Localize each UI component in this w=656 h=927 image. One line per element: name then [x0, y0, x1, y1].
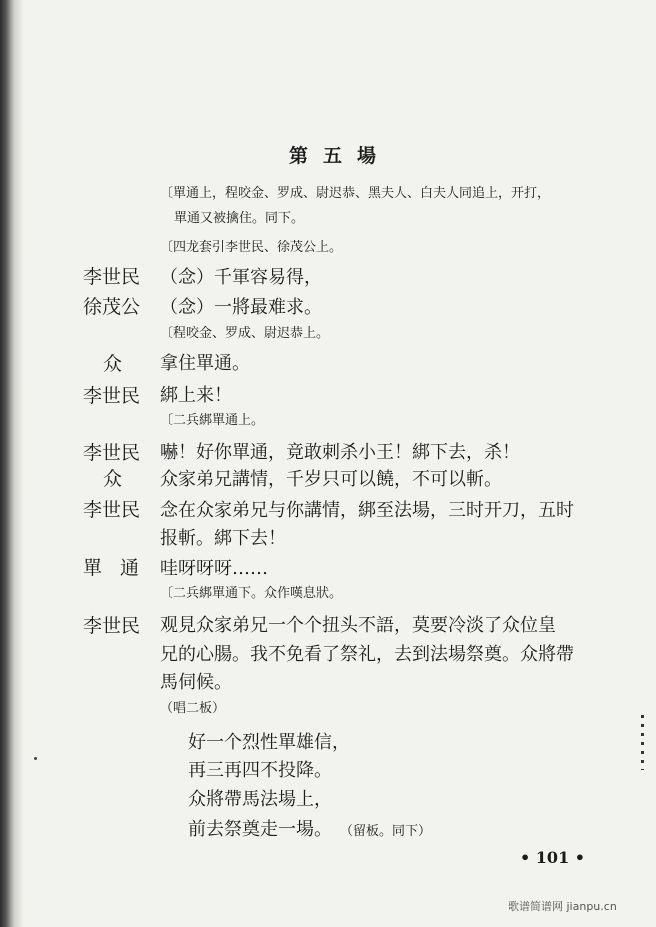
speaker-name: 李世民 — [83, 615, 141, 637]
song-line: 再三再四不投降。 — [188, 760, 332, 781]
stage-direction: 〔二兵綁單通下。众作嘆息狀。 — [160, 586, 343, 601]
dialogue-line: 綁上来！ — [160, 385, 232, 406]
speaker-name: 李世民 — [83, 442, 141, 464]
song-line: 众將帶馬法場上， — [188, 789, 332, 810]
stage-direction: 〔二兵綁單通上。 — [160, 413, 265, 428]
dialogue-line: （念）一將最难求。 — [160, 297, 322, 318]
page-binding-edge — [0, 0, 24, 927]
aria-mode-note: （唱二板） — [160, 701, 226, 716]
watermark-footer: 歌谱简谱网 jianpu.cn — [508, 900, 617, 913]
stage-direction: 單通又被擒住。同下。 — [174, 211, 305, 226]
song-line: 前去祭奠走一場。 — [188, 819, 332, 840]
dialogue-line: 众家弟兄講情，千岁只可以饒，不可以斬。 — [160, 469, 502, 490]
margin-marks — [641, 715, 644, 770]
dialogue-line: 兄的心腸。我不免看了祭礼，去到法場祭奠。众將帶 — [160, 644, 574, 665]
speaker-name: 李世民 — [83, 385, 141, 407]
song-line: 好一个烈性單雄信， — [188, 732, 350, 753]
song-end-note: （留板。同下） — [340, 824, 432, 839]
stage-direction: 〔程咬金、罗成、尉迟恭上。 — [160, 326, 330, 341]
scene-title: 第五場 — [289, 145, 392, 167]
dialogue-line: 馬伺候。 — [160, 672, 232, 693]
dialogue-line: 拿住單通。 — [160, 353, 250, 374]
speaker-name: 李世民 — [83, 266, 141, 288]
stage-direction: 〔單通上，程咬金、罗成、尉迟恭、黑夫人、白夫人同追上，开打， — [160, 186, 551, 201]
speaker-name: 李世民 — [83, 499, 141, 521]
speaker-name: 众 — [103, 468, 123, 490]
ink-speck — [34, 757, 37, 760]
dialogue-line: （念）千軍容易得， — [160, 267, 322, 288]
speaker-name: 众 — [103, 353, 123, 375]
dialogue-line: 念在众家弟兄与你講情，綁至法場，三时开刀，五时 — [160, 500, 574, 521]
dialogue-line: 哇呀呀呀…… — [160, 558, 268, 579]
dialogue-line: 嚇！好你單通，竟敢刺杀小王！綁下去，杀！ — [160, 442, 520, 463]
page-number: • 101 • — [520, 848, 585, 867]
speaker-name: 單通 — [83, 557, 158, 579]
dialogue-line: 报斬。綁下去！ — [160, 528, 286, 549]
dialogue-line: 观見众家弟兄一个个扭头不語，莫要冷淡了众位皇 — [160, 615, 556, 636]
speaker-name: 徐茂公 — [83, 296, 141, 318]
stage-direction: 〔四龙套引李世民、徐茂公上。 — [160, 240, 343, 255]
